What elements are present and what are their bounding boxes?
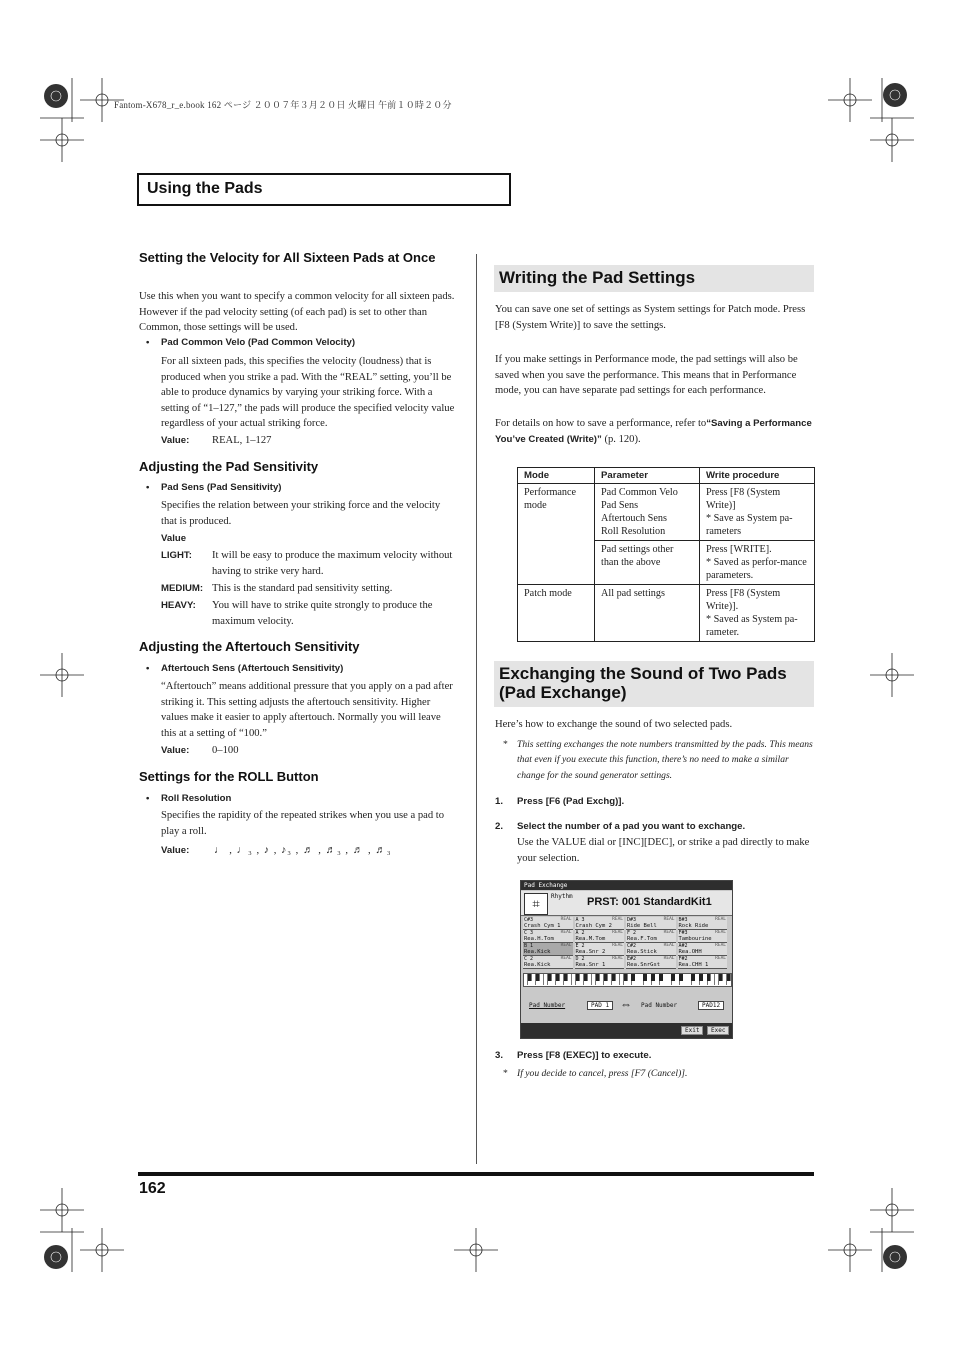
sensitivity-value-label: Value	[161, 533, 187, 544]
step2-desc: Use the VALUE dial or [INC][DEC], or strike a pad directly to make your selection.	[517, 837, 810, 864]
keyboard-key	[727, 974, 731, 981]
heavy-desc: You will have to strike quite strongly to produce the maximum velocity.	[212, 600, 433, 627]
velocity-heading: Setting the Velocity for All Sixteen Pads at Once	[139, 250, 436, 265]
pad-note: B#3	[678, 917, 688, 923]
cell-other-write: Press [WRITE]. * Saved as perfor-mance parameters.	[700, 541, 815, 585]
table-header-row	[518, 468, 815, 484]
pad-name: Rea.CHH 1	[678, 961, 709, 968]
exchange-note2: * If you decide to cancel, press [F7 (Cancel)].	[503, 1068, 688, 1079]
cell-perf-params: Pad Common Velo Pad Sens Aftertouch Sens Roll Resolution	[595, 484, 700, 541]
writing-p3	[495, 416, 815, 447]
screen-kit: PRST: 001 StandardKit1	[587, 896, 712, 908]
pad-name: Rea.H.Tom	[524, 935, 554, 942]
medium-label: MEDIUM:	[161, 583, 204, 594]
pad-name: Rock Ride	[678, 922, 709, 929]
pad-tag: REAL	[612, 917, 623, 922]
step1-num: 1.	[495, 796, 504, 807]
footer-rule	[138, 1172, 814, 1176]
velocity-value-label: Value:	[161, 435, 190, 446]
pad-name: Rea.Snr 2	[575, 948, 606, 955]
exchange-note2-text: If you decide to cancel, press [F7 (Cancel)].	[517, 1068, 688, 1079]
exchange-intro: Here’s how to exchange the sound of two selected pads.	[495, 719, 733, 730]
running-header-box	[137, 173, 511, 206]
pad-note: A#2	[678, 943, 688, 949]
pad-tag: REAL	[560, 917, 572, 922]
sensitivity-desc: Specifies the relation between your striking force and the velocity that is produced.	[161, 500, 441, 527]
table-row	[518, 484, 815, 541]
to-pad-label: Pad Number	[641, 1002, 678, 1009]
pad-tag: REAL	[715, 956, 726, 961]
table-row	[518, 585, 815, 642]
velocity-intro: Use this when you want to specify a common velocity for all sixteen pads. However if the pad velocity setting (of each pad) is set to other than Common, those settings will be used.	[139, 291, 455, 334]
pad-name: Rea.Kick	[524, 961, 551, 968]
pad-cell[interactable]	[626, 956, 676, 969]
pad-cell[interactable]	[575, 956, 625, 969]
pad-cell[interactable]	[678, 930, 728, 943]
pad-name: Rea.Snr 1	[575, 961, 606, 968]
pad-name: Rea.Kick	[524, 948, 551, 955]
pad-note: E 2	[575, 943, 585, 949]
pad-grid	[523, 917, 730, 969]
drum-icon: ⌗	[524, 893, 548, 915]
pad-tag: REAL	[612, 956, 623, 961]
pad-name: Rea.M.Tom	[575, 935, 606, 942]
pad-note: C#2	[627, 943, 637, 949]
pad-tag: REAL	[560, 956, 572, 961]
to-pad-field[interactable]: PAD12	[698, 1001, 724, 1010]
writing-section-bar	[494, 265, 814, 292]
aftertouch-param: • Aftertouch Sens (Aftertouch Sensitivity)	[161, 663, 343, 674]
screen-kit-bar	[521, 891, 732, 916]
pad-cell[interactable]	[575, 943, 625, 956]
write-procedure-table	[517, 467, 815, 642]
pad-tag: REAL	[663, 956, 675, 961]
keyboard-strip	[523, 973, 732, 987]
col-write-procedure: Write procedure	[700, 468, 815, 484]
aftertouch-desc: “Aftertouch” means additional pressure that you apply on a pad after striking it. This setting adjusts the aftertouch sensitivity. Higher values make it easier to apply aftertouch. Normally you will leave this at a setting of “100.”	[161, 681, 453, 739]
writing-p3-post: (p. 120).	[601, 433, 641, 445]
column-divider	[476, 254, 477, 1164]
aftertouch-value: 0–100	[212, 745, 239, 756]
pad-name: Ride Bell	[627, 922, 657, 929]
writing-p3-pre: For details on how to save a performance, refer to	[495, 418, 707, 429]
pad-name: Crash Cym 1	[524, 922, 561, 929]
pad-cell[interactable]	[678, 943, 728, 956]
pad-name: Rea.OHH	[678, 948, 702, 955]
velocity-value: REAL, 1–127	[212, 435, 272, 446]
pad-tag: REAL	[663, 917, 675, 922]
cell-other-params: Pad settings other than the above	[595, 541, 700, 585]
function-bar	[521, 1023, 732, 1038]
exchange-note1-text: This setting exchanges the note numbers transmitted by the pads. This means that even if you execute this function, there’s no need to make a similar change for the sound generator settings.	[517, 739, 813, 781]
pad-note: F 2	[627, 930, 637, 936]
pad-cell[interactable]	[575, 930, 625, 943]
pad-cell[interactable]	[523, 917, 573, 930]
print-header: Fantom-X678_r_e.book 162 ページ ２００７年３月２０日 火曜日 午前１０時２０分	[114, 100, 452, 110]
light-desc: It will be easy to produce the maximum velocity without having to strike very hard.	[212, 550, 453, 577]
pad-note: B 1	[524, 943, 534, 949]
step2-text: Select the number of a pad you want to exchange.	[517, 821, 746, 832]
pad-tag: REAL	[663, 930, 675, 935]
cell-patch-write: Press [F8 (System Write)]. * Saved as System pa-rameter.	[700, 585, 815, 642]
medium-desc: This is the standard pad sensitivity setting.	[212, 583, 393, 594]
pad-cell[interactable]	[575, 917, 625, 930]
step1-text: Press [F6 (Pad Exchg)].	[517, 796, 625, 807]
pad-name: Tambourine	[678, 935, 712, 942]
exchange-arrow-icon: ⇔	[620, 997, 632, 1011]
roll-value-label: Value:	[161, 845, 190, 856]
roll-heading: Settings for the ROLL Button	[139, 769, 319, 784]
pad-tag: REAL	[715, 917, 726, 922]
pad-note: C#3	[524, 917, 534, 923]
pad-tag: REAL	[715, 943, 726, 948]
pad-tag: REAL	[560, 943, 572, 948]
pad-tag: REAL	[560, 930, 572, 935]
step3-text: Press [F8 (EXEC)] to execute.	[517, 1050, 652, 1061]
pad-name: Rea.Stick	[627, 948, 657, 955]
col-mode: Mode	[518, 468, 595, 484]
aftertouch-heading: Adjusting the Aftertouch Sensitivity	[139, 639, 360, 654]
pad-note: F#2	[678, 956, 688, 962]
pad-exchange-screen	[520, 880, 733, 1039]
pad-cell[interactable]	[523, 956, 573, 969]
page-number: 162	[139, 1180, 166, 1197]
pad-name: Rea.SnrGst	[627, 961, 661, 968]
sensitivity-param: • Pad Sens (Pad Sensitivity)	[161, 482, 282, 493]
pad-note: C 3	[524, 930, 534, 936]
pad-name: Rea.F.Tom	[627, 935, 657, 942]
roll-param: • Roll Resolution	[161, 793, 231, 804]
pad-tag: REAL	[612, 930, 623, 935]
cell-perf-mode: Performance mode	[518, 484, 595, 585]
pad-note: C 2	[524, 956, 534, 962]
pad-cell[interactable]	[678, 956, 728, 969]
from-pad-field[interactable]: PAD 1	[587, 1001, 613, 1010]
light-label: LIGHT:	[161, 550, 192, 561]
pad-cell[interactable]	[626, 930, 676, 943]
running-header: Using the Pads	[147, 180, 263, 197]
pad-cell[interactable]	[626, 943, 676, 956]
roll-desc: Specifies the rapidity of the repeated strikes when you use a pad to play a roll.	[161, 810, 445, 837]
pad-cell[interactable]	[626, 917, 676, 930]
pad-cell[interactable]	[678, 917, 728, 930]
pad-note: A 3	[575, 917, 585, 923]
writing-p2: If you make settings in Performance mode, the pad settings will also be saved when you save the performance. This means that in Performance mode, you can have separate pad settings for each performance.	[495, 354, 798, 397]
pad-name: Crash Cym 2	[575, 922, 612, 929]
exchange-note1: * This setting exchanges the note numbers transmitted by the pads. This means that even if you execute this function, there’s no need to make a similar change for the sound generator settings.	[503, 739, 813, 781]
pad-number-label: Pad Number	[529, 1002, 566, 1009]
cell-patch-params: All pad settings	[595, 585, 700, 642]
pad-note: D#3	[627, 917, 637, 923]
exit-button[interactable]: Exit	[681, 1026, 703, 1035]
writing-heading: Writing the Pad Settings	[499, 268, 696, 287]
pad-cell[interactable]	[523, 930, 573, 943]
velocity-param: • Pad Common Velo (Pad Common Velocity)	[161, 337, 355, 348]
pad-tag: REAL	[663, 943, 675, 948]
exchange-heading: Exchanging the Sound of Two Pads (Pad Exchange)	[499, 664, 787, 702]
exec-button[interactable]: Exec	[707, 1026, 729, 1035]
screen-title-bar	[521, 881, 732, 890]
aftertouch-value-label: Value:	[161, 745, 190, 756]
velocity-desc: For all sixteen pads, this specifies the velocity (loudness) that is produced when you strike a pad. With the “REAL” setting, you’ll be able to produce dynamics by varying your striking force. With a setting of “1–127,” the pads will produce the specified velocity value regardless of your actual striking force.	[161, 356, 455, 430]
cell-patch-mode: Patch mode	[518, 585, 595, 642]
pad-cell[interactable]	[523, 943, 573, 956]
sensitivity-heading: Adjusting the Pad Sensitivity	[139, 459, 319, 474]
pad-note: E#2	[627, 956, 637, 962]
heavy-label: HEAVY:	[161, 600, 196, 611]
writing-p3-ref[interactable]: “Saving a Performance You’ve Created (Write)”	[495, 418, 812, 445]
pad-tag: REAL	[715, 930, 726, 935]
cell-perf-write: Press [F8 (System Write)] * Save as System pa-rameters	[700, 484, 815, 541]
pad-tag: REAL	[612, 943, 623, 948]
writing-p1: You can save one set of settings as System settings for Patch mode. Press [F8 (System Write)] to save the settings.	[495, 304, 806, 331]
pad-note: F#3	[678, 930, 688, 936]
screen-title: Pad Exchange	[524, 882, 568, 889]
pad-note: A 2	[575, 930, 585, 936]
exchange-section-bar	[494, 661, 814, 707]
roll-value: ♩ , ♩₃ , ♪ , ♪₃ , ♬ , ♬₃ , ♬ , ♬₃	[214, 845, 392, 856]
pad-note: D 2	[575, 956, 585, 962]
step3-num: 3.	[495, 1050, 504, 1061]
col-parameter: Parameter	[595, 468, 700, 484]
step2-num: 2.	[495, 821, 504, 832]
screen-mode: Rhythm	[551, 893, 573, 900]
